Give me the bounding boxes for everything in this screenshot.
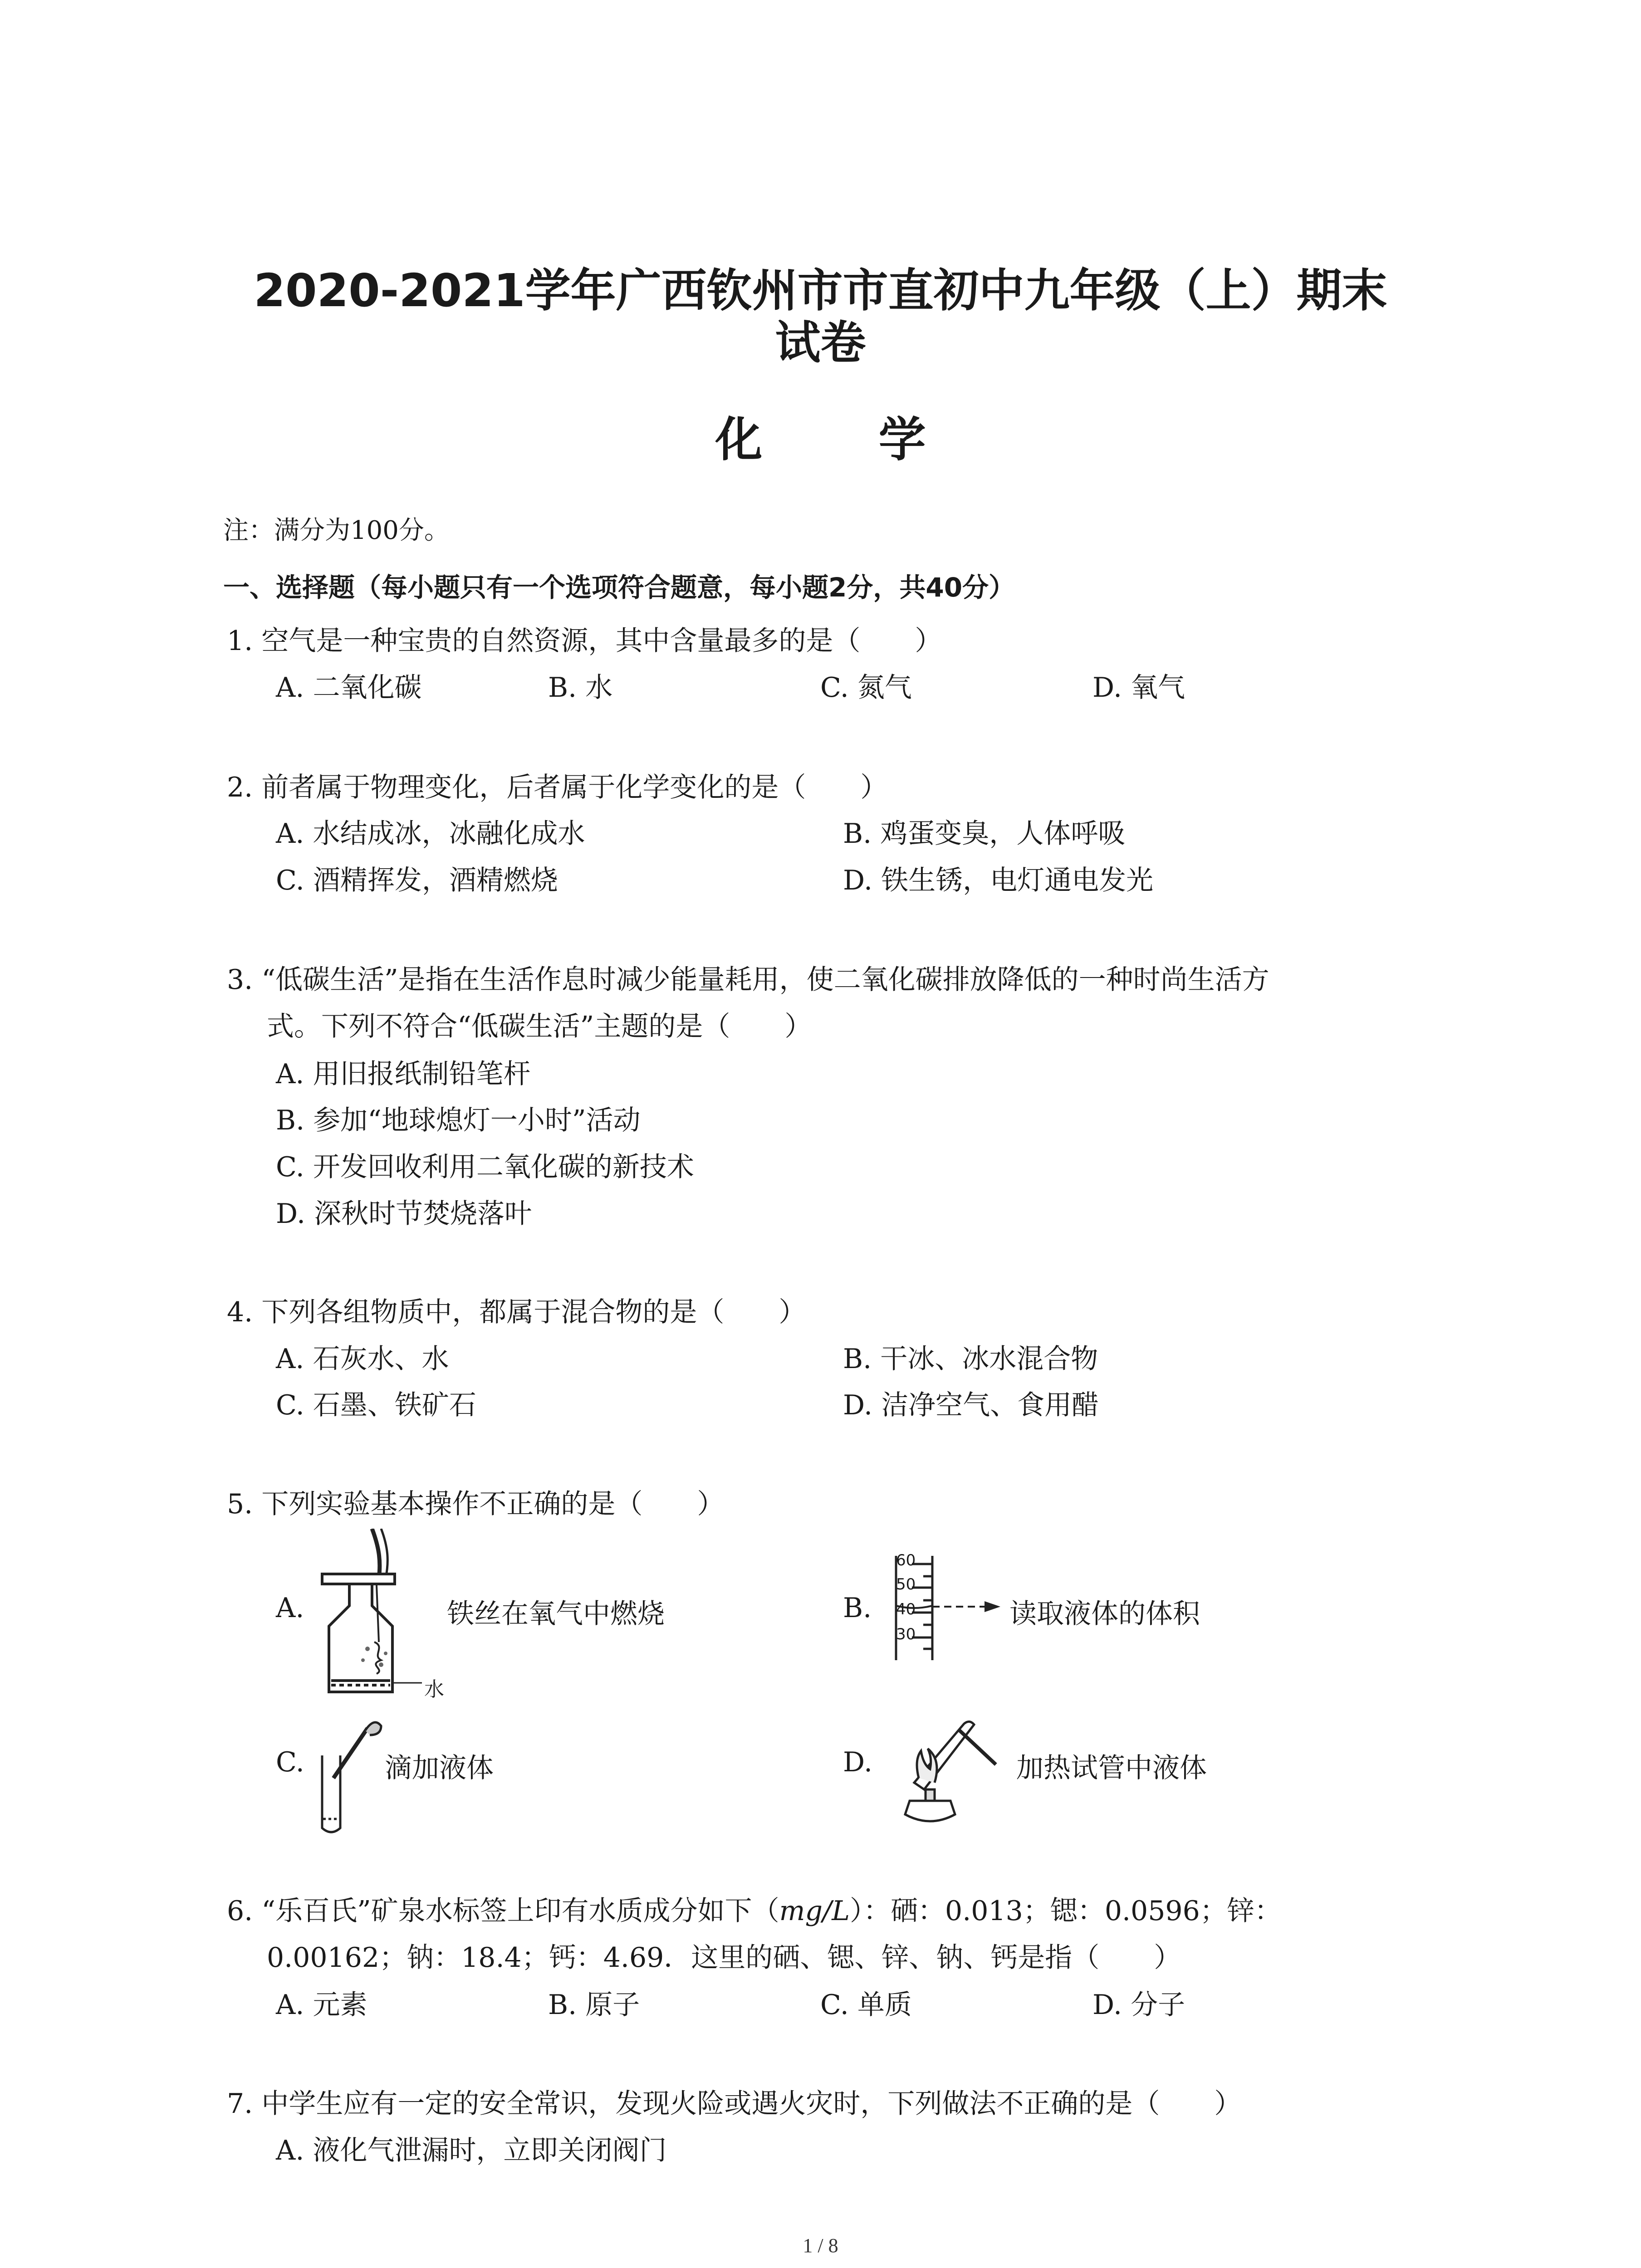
question-3-stem-line2: 式。下列不符合“低碳生活”主题的是（ ）	[267, 1011, 812, 1042]
question-5-option-b-letter: B.	[843, 1592, 872, 1624]
cylinder-tick-40: 40	[896, 1600, 916, 1618]
question-1-stem: 1. 空气是一种宝贵的自然资源，其中含量最多的是（ ）	[227, 625, 942, 657]
water-label: 水	[424, 1678, 444, 1701]
question-3-stem-line1: 3. “低碳生活”是指在生活作息时减少能量耗用，使二氧化碳排放降低的一种时尚生活方	[227, 964, 1269, 996]
question-5-option-d-text: 加热试管中液体	[1016, 1752, 1207, 1784]
question-4-option-c: C. 石墨、铁矿石	[276, 1389, 476, 1421]
section-heading: 一、选择题（每小题只有一个选项符合题意，每小题2分，共40分）	[223, 572, 1015, 603]
question-6-stem-prefix: 6. “乐百氏”矿泉水标签上印有水质成分如下（	[227, 1895, 779, 1927]
question-3-option-a: A. 用旧报纸制铅笔杆	[276, 1058, 531, 1090]
question-2-stem: 2. 前者属于物理变化，后者属于化学变化的是（ ）	[227, 772, 888, 803]
subject-heading: 化 学	[715, 412, 976, 467]
question-5-option-a-letter: A.	[276, 1592, 304, 1624]
question-1-option-c: C. 氮气	[820, 672, 912, 704]
heating-test-tube-figure	[887, 1706, 1019, 1833]
question-6-option-a: A. 元素	[276, 1989, 367, 2021]
question-6-stem-suffix: ）：硒：0.013；锶：0.0596；锌：	[850, 1895, 1282, 1927]
question-5-stem: 5. 下列实验基本操作不正确的是（ ）	[227, 1488, 725, 1520]
question-6-option-c: C. 单质	[820, 1989, 912, 2021]
question-6-unit: mg/L	[779, 1895, 850, 1927]
question-5-option-c-text: 滴加液体	[385, 1752, 494, 1784]
question-7-stem: 7. 中学生应有一定的安全常识，发现火险或遇火灾时，下列做法不正确的是（ ）	[227, 2088, 1242, 2120]
question-3-option-d: D. 深秋时节焚烧落叶	[276, 1198, 532, 1230]
question-5-option-d-letter: D.	[843, 1746, 873, 1778]
question-6-stem-line2: 0.00162；钠：18.4；钙：4.69．这里的硒、锶、锌、钠、钙是指（ ）	[267, 1942, 1181, 1974]
exam-title-line1: 2020-2021学年广西钦州市市直初中九年级（上）期末	[254, 264, 1387, 317]
question-3-option-c: C. 开发回收利用二氧化碳的新技术	[276, 1151, 694, 1183]
question-1-option-b: B. 水	[548, 672, 613, 704]
page-number: 1 / 8	[803, 2234, 838, 2257]
question-1-option-d: D. 氧气	[1092, 672, 1185, 704]
question-6-option-d: D. 分子	[1092, 1989, 1185, 2021]
exam-title-line2: 试卷	[775, 316, 866, 369]
question-5-option-b-text: 读取液体的体积	[1009, 1598, 1200, 1630]
question-2-option-b: B. 鸡蛋变臭，人体呼吸	[843, 818, 1126, 850]
question-6-option-b: B. 原子	[548, 1989, 640, 2021]
cylinder-tick-30: 30	[896, 1625, 916, 1643]
iron-wire-in-oxygen-figure	[313, 1529, 449, 1696]
cylinder-tick-50: 50	[896, 1575, 916, 1593]
question-4-option-b: B. 干冰、冰水混合物	[843, 1343, 1098, 1375]
question-2-option-a: A. 水结成冰，冰融化成水	[276, 818, 585, 850]
question-5-option-c-letter: C.	[276, 1746, 304, 1778]
question-4-option-a: A. 石灰水、水	[276, 1343, 449, 1375]
dropper-adding-liquid-figure	[313, 1719, 390, 1837]
question-6-stem-line1	[227, 1889, 1282, 1928]
question-2-option-d: D. 铁生锈，电灯通电发光	[843, 865, 1154, 896]
question-3-option-b: B. 参加“地球熄灯一小时”活动	[276, 1105, 641, 1136]
score-note: 注：满分为100分。	[223, 516, 450, 545]
cylinder-tick-60: 60	[896, 1551, 916, 1569]
question-7-option-a: A. 液化气泄漏时，立即关闭阀门	[276, 2135, 667, 2166]
question-1-option-a: A. 二氧化碳	[276, 672, 422, 704]
question-2-option-c: C. 酒精挥发，酒精燃烧	[276, 865, 558, 896]
question-4-stem: 4. 下列各组物质中，都属于混合物的是（ ）	[227, 1296, 806, 1328]
question-4-option-d: D. 洁净空气、食用醋	[843, 1389, 1099, 1421]
question-5-option-a-text: 铁丝在氧气中燃烧	[447, 1598, 665, 1630]
